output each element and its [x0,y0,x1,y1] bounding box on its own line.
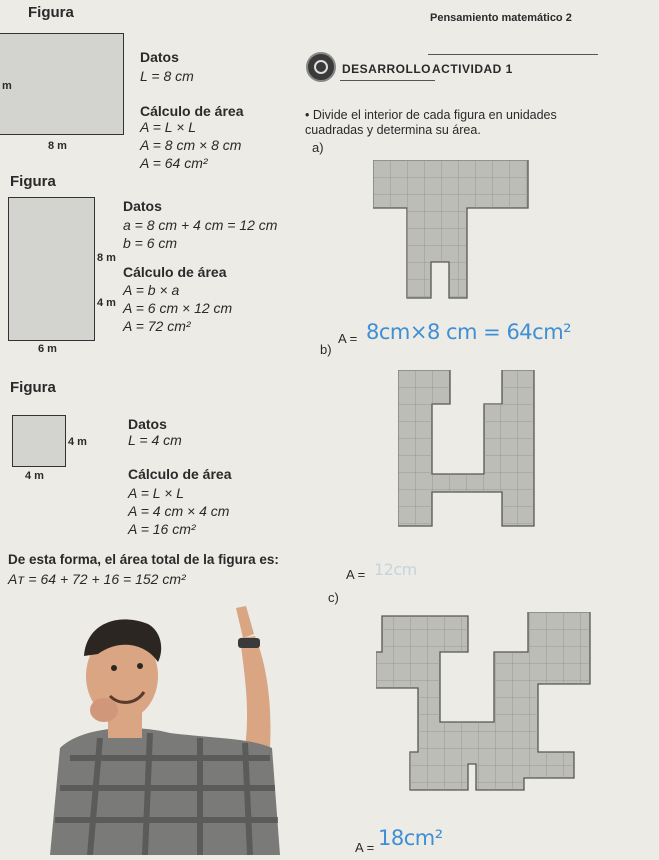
exercise-a-answer-prefix: A = [338,331,358,346]
datos-1: L = 8 cm [140,68,194,84]
datos-2 [123,216,277,252]
total-formula: Aᴛ = 64 + 72 + 16 = 152 cm² [8,571,186,587]
calc-lines-1 [140,118,241,172]
calc-title-1: Cálculo de área [140,103,244,119]
calc-line: A = L × L [128,485,185,501]
exercise-c-answer-prefix: A = [355,840,375,855]
datos-title-3: Datos [128,416,167,432]
calc-lines-3 [128,484,229,538]
exercise-a-answer-handwriting: 8cm×8 cm = 64cm² [366,320,572,344]
exercise-b-answer-prefix: A = [346,567,366,582]
datos-title-2: Datos [123,198,162,214]
rectangle-figure [8,197,95,341]
datos-3: L = 4 cm [128,432,182,448]
calc-line: A = 6 cm × 12 cm [123,300,233,316]
exercise-a-shape [373,160,530,300]
small-square-figure [12,415,66,467]
actividad-label: ACTIVIDAD 1 [432,62,513,76]
square-top-side-label: 8 m [48,140,67,152]
figure-label-3: Figura [10,379,56,396]
rect-label-8m: 8 m [97,252,116,264]
exercise-c-label: c) [328,590,339,605]
calc-title-3: Cálculo de área [128,466,232,482]
calc-line: A = 64 cm² [140,155,208,171]
exercise-a-label: a) [312,140,324,155]
exercise-c-shape [376,612,591,792]
datos-line: b = 6 cm [123,235,178,251]
desarrollo-label: DESARROLLO [342,62,431,76]
small-square-side-label: 4 m [68,436,87,448]
header-figura: Figura [28,4,74,21]
datos-title-1: Datos [140,49,179,65]
total-text: De esta forma, el área total de la figura es: [8,552,279,567]
calc-line: A = L × L [140,119,197,135]
rect-label-4m: 4 m [97,297,116,309]
exercise-b-answer-handwriting: 12cm [374,560,417,579]
figure-label-2: Figura [10,173,56,190]
exercise-c-answer-handwriting: 18cm² [378,826,443,850]
exercise-b-label: b) [320,342,332,357]
calc-line: A = 4 cm × 4 cm [128,503,230,519]
header-subject: Pensamiento matemático 2 [430,12,572,24]
exercise-b-shape [398,370,536,528]
activity-badge [300,50,600,84]
instruction-text: Divide el interior de cada figura en unidades cuadradas y determina su área. [305,108,557,137]
calc-line: A = 16 cm² [128,521,196,537]
calc-line: A = b × a [123,282,180,298]
bullet-icon: • [305,108,313,122]
rect-label-6m: 6 m [38,343,57,355]
left-cut-label: m [2,80,12,92]
student-illustration [40,598,300,855]
instruction [305,108,605,138]
target-icon [306,52,336,82]
calc-lines-2 [123,281,232,335]
calc-line: A = 72 cm² [123,318,191,334]
datos-line: a = 8 cm + 4 cm = 12 cm [123,217,278,233]
small-square-bottom-label: 4 m [25,470,44,482]
divider [428,54,598,55]
calc-line: A = 8 cm × 8 cm [140,137,242,153]
calc-title-2: Cálculo de área [123,264,227,280]
square-figure-top [0,33,124,135]
divider [340,80,435,81]
